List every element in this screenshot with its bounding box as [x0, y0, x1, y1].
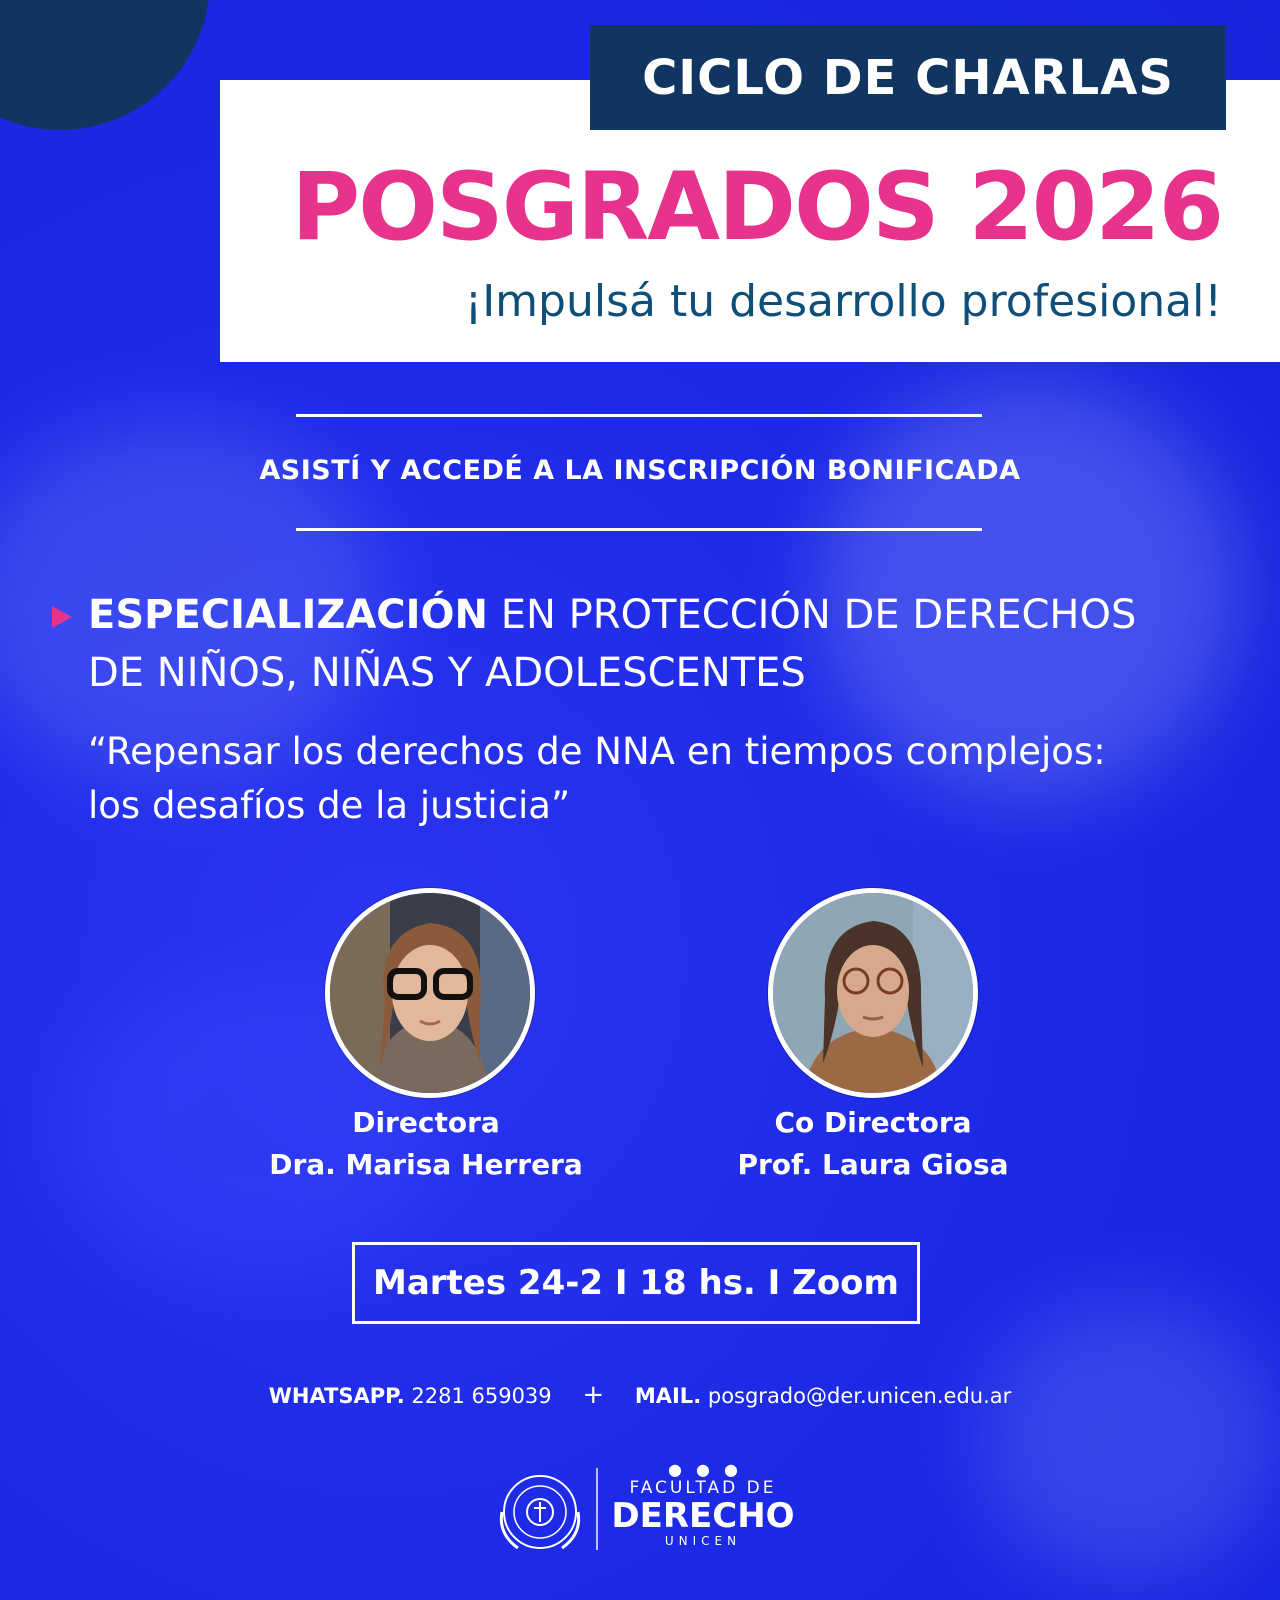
- speaker-name: Dra. Marisa Herrera: [269, 1148, 583, 1181]
- mail-label: MAIL.: [634, 1384, 702, 1408]
- logo-line1: FACULTAD DE: [629, 1478, 777, 1498]
- divider-bottom: [296, 528, 982, 531]
- talk-title-line2: los desafíos de la justicia”: [88, 784, 571, 827]
- event-details-box: [352, 1242, 920, 1324]
- speaker-name: Prof. Laura Giosa: [737, 1148, 1009, 1181]
- background-blur: [980, 1300, 1280, 1580]
- series-label-box: [590, 25, 1226, 130]
- whatsapp-number[interactable]: 2281 659039: [411, 1384, 552, 1408]
- cta-text: ASISTÍ Y ACCEDÉ A LA INSCRIPCIÓN BONIFICADA: [259, 455, 1021, 486]
- speaker-role: Co Directora: [774, 1106, 972, 1139]
- corner-circle-decoration: [0, 0, 210, 130]
- faculty-logo: [496, 1462, 796, 1554]
- contact-line: [0, 1380, 1280, 1410]
- program-name: [88, 586, 1268, 702]
- avatar-illustration: [330, 893, 530, 1093]
- logo-line2: DERECHO: [611, 1496, 795, 1536]
- program-name-line2: DE NIÑOS, NIÑAS Y ADOLESCENTES: [88, 650, 806, 696]
- program-name-rest: EN PROTECCIÓN DE DERECHOS: [488, 592, 1137, 638]
- speaker-role: Directora: [352, 1106, 500, 1139]
- speaker-photo-director: [325, 888, 535, 1098]
- whatsapp-label: WHATSAPP.: [268, 1384, 405, 1408]
- triangle-bullet-icon: [52, 606, 72, 628]
- talk-title: [88, 725, 1248, 833]
- mail-address[interactable]: posgrado@der.unicen.edu.ar: [707, 1384, 1012, 1408]
- speaker-label-codirector: [663, 1102, 1083, 1186]
- logo-line3: UNICEN: [664, 1534, 742, 1548]
- program-type: ESPECIALIZACIÓN: [88, 592, 489, 638]
- event-details: Martes 24-2 I 18 hs. I Zoom: [373, 1263, 899, 1303]
- separator-plus: +: [582, 1380, 605, 1410]
- poster-subtitle: ¡Impulsá tu desarrollo profesional!: [464, 276, 1222, 327]
- divider-top: [296, 414, 982, 417]
- logo-wordmark: [608, 1462, 798, 1548]
- poster-title: POSGRADOS 2026: [291, 153, 1222, 262]
- logo-divider: [596, 1468, 598, 1550]
- logo-dots-icon: ●●●: [668, 1460, 752, 1479]
- series-label: CICLO DE CHARLAS: [642, 49, 1174, 106]
- speaker-label-director: [216, 1102, 636, 1186]
- talk-title-line1: “Repensar los derechos de NNA en tiempos complejos:: [88, 730, 1106, 773]
- avatar-illustration: [773, 893, 973, 1093]
- speaker-photo-codirector: [768, 888, 978, 1098]
- university-seal-icon: [496, 1468, 584, 1556]
